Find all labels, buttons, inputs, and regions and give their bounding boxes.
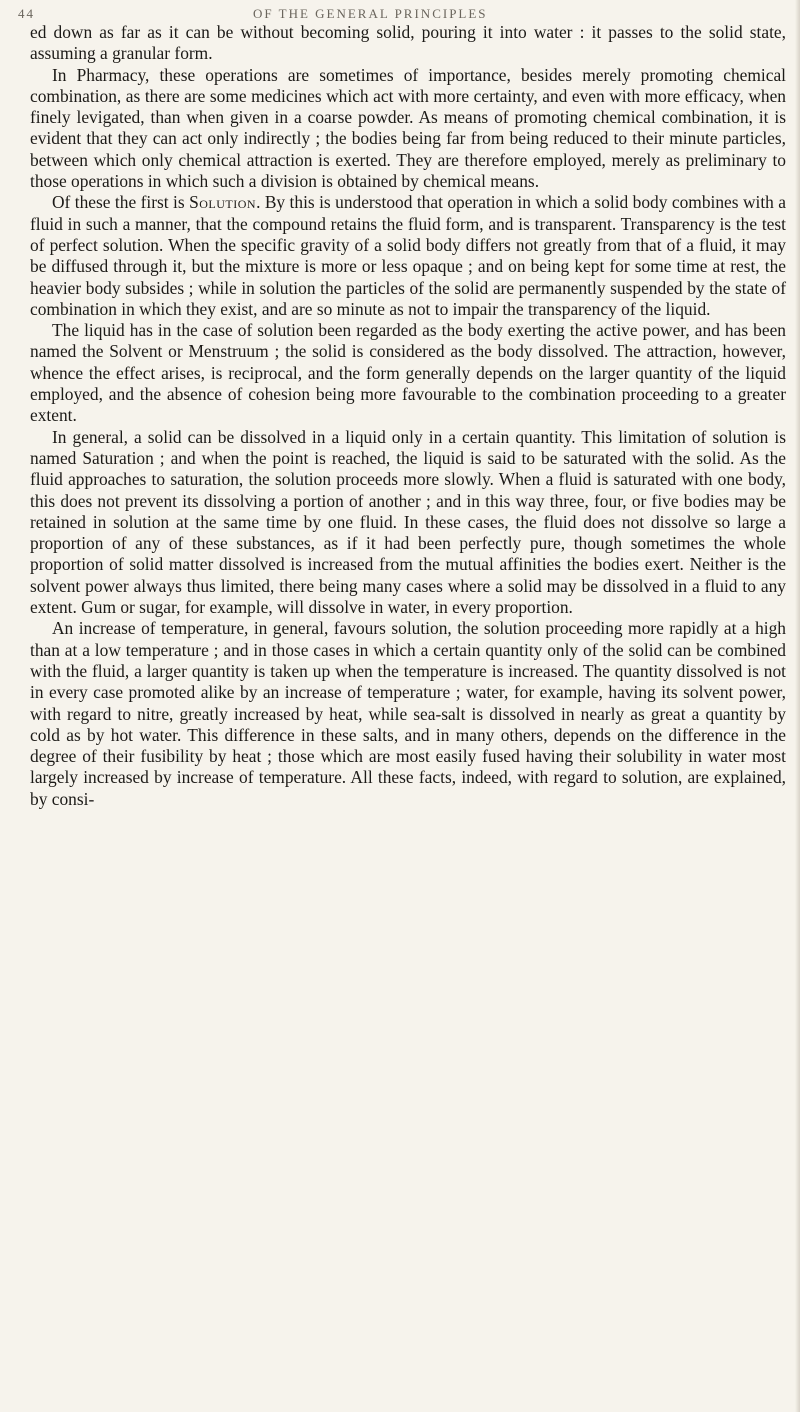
paragraph-saturation: In general, a solid can be dissolved in a liquid only in a certain quantity. This limitation of solution is named Saturation ; and when the point is reached, the liquid is said to be saturated with the solid. As the fluid approaches to saturation, the solution proceeds more slowly. When a fluid is saturated with one body, this does not prevent its dissolving a portion of another ; and in this way three, four, or five bodies may be retained in solution at the same time by one fluid. In these cases, the fluid does not dissolve so large a proportion of any of these substances, as if it had been perfectly pure, though sometimes the whole proportion of solid matter dissolved is increased from the mutual affinities the bodies exert. Neither is the solvent power always thus limited, there being many cases where a solid may be dissolved in a fluid to any extent. Gum or sugar, for example, will dissolve in water, in every proportion. (30, 426, 786, 618)
page-number: 44 (18, 6, 35, 21)
paragraph-lead: Of these the first is (52, 192, 190, 213)
body-text (30, 22, 786, 810)
term-solution: Solution (189, 192, 257, 213)
paragraph-temperature: An increase of temperature, in general, favours solution, the solution proceeding more rapidly at a high than at a low temperature ; and in those cases in which a certain quantity only of the solid can be combined with the fluid, a larger quantity is taken up when the temperature is increased. The quantity dissolved is not in every case promoted alike by an increase of temperature ; water, for example, having its solvent power, with regard to nitre, greatly increased by heat, while sea-salt is dissolved in nearly as great a quantity by cold as by hot water. This difference in these salts, and in many others, depends on the difference in the degree of their fusibility by heat ; those which are most easily fused having their solubility in water most largely increased by increase of temperature. All these facts, indeed, with regard to solution, are explained, by consi- (30, 618, 786, 809)
paragraph-rest: . By this is understood that operation in which a solid body combines with a fluid in such a manner, that the compound retains the fluid form, and is transparent. Transparency is the test of perfect solution. When the specific gravity of a solid body differs not greatly from that of a fluid, it may be diffused through it, but the mixture is more or less opaque ; and on being kept for some time at rest, the heavier body subsides ; while in solution the particles of the solid are permanently suspended by the state of combination in which they exist, and are so minute as not to impair the transparency of the liquid. (30, 192, 787, 319)
scan-edge-shadow (795, 0, 800, 1412)
paragraph-solvent: The liquid has in the case of solution been regarded as the body exerting the active power, and has been named the Solvent or Menstruum ; the solid is considered as the body dissolved. The attraction, however, whence the effect arises, is reciprocal, and the form generally depends on the larger quantity of the liquid employed, and the absence of cohesion being more favourable to the combination proceeding to a greater extent. (30, 320, 786, 426)
paragraph-pharmacy: In Pharmacy, these operations are sometimes of importance, besides merely promoting chemical combination, as there are some medicines which act with more certainty, and even with more efficacy, when finely levigated, than when given in a coarse powder. As means of promoting chemical combination, it is evident that they can act only indirectly ; the bodies being far from being reduced to their minute particles, between which only chemical attraction is exerted. They are therefore employed, merely as preliminary to those operations in which such a division is obtained by chemical means. (30, 64, 786, 192)
paragraph-continued: ed down as far as it can be without becoming solid, pouring it into water : it passes to the solid state, assuming a granular form. (30, 22, 786, 64)
running-title: OF THE GENERAL PRINCIPLES (253, 6, 488, 21)
paragraph-solution-definition (30, 192, 786, 320)
